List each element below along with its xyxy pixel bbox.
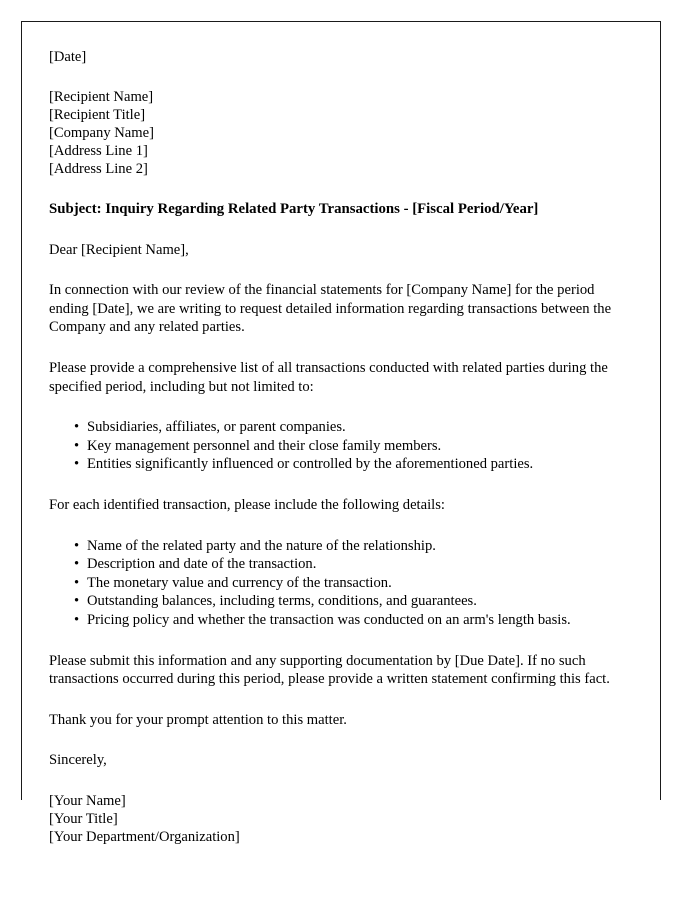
sender-name: [Your Name] xyxy=(49,792,126,809)
recipient-address-line-2: [Address Line 2] xyxy=(49,161,148,177)
list-item xyxy=(49,437,634,456)
date-line: [Date] xyxy=(49,49,87,65)
list-item-label: Description and date of the transaction. xyxy=(87,556,317,573)
spacer xyxy=(49,178,634,200)
sender-organization: [Your Department/Organization] xyxy=(49,828,240,845)
document-page xyxy=(21,21,661,845)
list-item-label: Name of the related party and the nature of the relationship. xyxy=(87,537,436,554)
bullet-icon: • xyxy=(74,593,80,610)
letter-content xyxy=(49,48,634,846)
list-item xyxy=(49,537,634,556)
list-item xyxy=(49,555,634,574)
related-parties-list xyxy=(49,418,634,474)
list-item-label: The monetary value and currency of the transaction. xyxy=(87,574,392,591)
recipient-company: [Company Name] xyxy=(49,125,154,141)
list-item-label: Entities significantly influenced or controlled by the aforementioned parties. xyxy=(87,456,534,473)
spacer xyxy=(49,396,634,418)
spacer xyxy=(49,474,634,496)
spacer xyxy=(49,630,634,652)
list-item xyxy=(49,455,634,474)
list-item xyxy=(49,592,634,611)
bullet-icon: • xyxy=(74,556,80,573)
spacer xyxy=(49,337,634,359)
list-item-label: Key management personnel and their close family members. xyxy=(87,437,442,454)
bullet-icon: • xyxy=(74,419,80,436)
body-paragraph-3: For each identified transaction, please include the following details: xyxy=(49,496,445,513)
subject-line: Subject: Inquiry Regarding Related Party Transactions - [Fiscal Period/Year] xyxy=(49,201,539,217)
bullet-icon: • xyxy=(74,456,80,473)
recipient-address-block xyxy=(49,88,634,178)
transaction-details-list xyxy=(49,537,634,630)
spacer xyxy=(49,259,634,281)
list-item-label: Subsidiaries, affiliates, or parent companies. xyxy=(87,419,346,436)
spacer xyxy=(49,515,634,537)
spacer xyxy=(49,729,634,751)
list-item-label: Pricing policy and whether the transaction was conducted on an arm's length basis. xyxy=(87,611,571,628)
spacer xyxy=(49,219,634,241)
closing-salutation: Sincerely, xyxy=(49,752,107,769)
sender-title: [Your Title] xyxy=(49,810,118,827)
bullet-icon: • xyxy=(74,611,80,628)
body-paragraph-5: Thank you for your prompt attention to this matter. xyxy=(49,711,347,728)
signature-block xyxy=(49,792,634,846)
body-paragraph-2: Please provide a comprehensive list of all transactions conducted with related parties during the specified period, including but not limited to: xyxy=(49,359,608,395)
list-item xyxy=(49,418,634,437)
bullet-icon: • xyxy=(74,537,80,554)
spacer xyxy=(49,770,634,792)
list-item-label: Outstanding balances, including terms, conditions, and guarantees. xyxy=(87,593,477,610)
spacer xyxy=(49,66,634,88)
body-paragraph-1: In connection with our review of the financial statements for [Company Name] for the period ending [Date], we are writing to request detailed information regarding transactions between the Company and any related parties. xyxy=(49,282,612,336)
recipient-name: [Recipient Name] xyxy=(49,89,154,105)
body-paragraph-4: Please submit this information and any supporting documentation by [Due Date]. If no such transactions occurred during this period, please provide a written statement confirming this fact. xyxy=(49,652,610,688)
list-item xyxy=(49,574,634,593)
bullet-icon: • xyxy=(74,437,80,454)
bullet-icon: • xyxy=(74,574,80,591)
recipient-address-line-1: [Address Line 1] xyxy=(49,143,148,159)
recipient-title: [Recipient Title] xyxy=(49,107,146,123)
salutation: Dear [Recipient Name], xyxy=(49,241,189,258)
list-item xyxy=(49,611,634,630)
spacer xyxy=(49,689,634,711)
